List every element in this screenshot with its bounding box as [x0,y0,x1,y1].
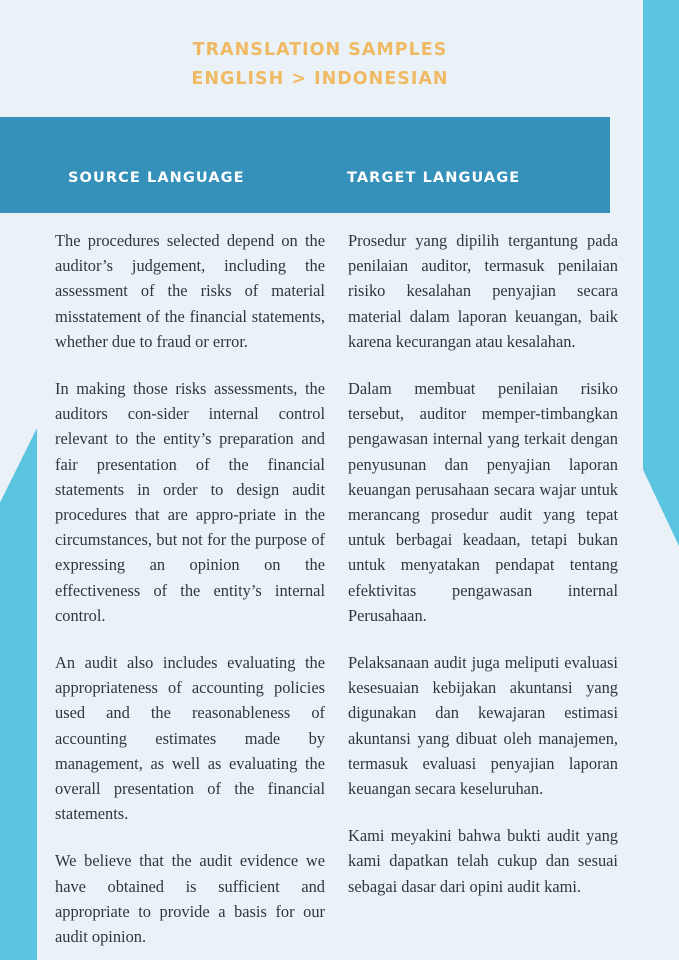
target-paragraph: Pelaksanaan audit juga meliputi evaluasi kesesuaian kebijakan akuntansi yang digunakan dan kewajaran estimasi akuntansi yang dibuat oleh manajemen, termasuk evaluasi penyajian laporan keuangan secara keseluruhan. [348,653,618,799]
source-language-column [55,228,325,949]
target-language-header: TARGET LANGUAGE [347,170,521,186]
target-paragraph: Kami meyakini bahwa bukti audit yang kami dapatkan telah cukup dan sesuai sebagai dasar dari opini audit kami. [348,826,618,896]
page-title-line-1: TRANSLATION SAMPLES [192,40,448,60]
source-paragraph: The procedures selected depend on the auditor’s judgement, including the assessment of the risks of material misstatement of the financial statements, whether due to fraud or error. [55,231,325,351]
column-header-bar [0,117,610,213]
target-language-column [348,228,618,949]
target-paragraph: Dalam membuat penilaian risiko tersebut, auditor memper-timbangkan pengawasan internal yang terkait dengan penyusunan dan penyajian laporan keuangan perusahaan secara wajar untuk merancang prosedur audit yang tepat untuk berbagai keadaan, tetapi bukan untuk menyatakan pendapat tentang efektivitas pengawasan internal Perusahaan. [348,379,618,625]
target-paragraph: Prosedur yang dipilih tergantung pada penilaian auditor, termasuk penilaian risiko kesalahan penyajian secara material dalam laporan keuangan, baik karena kecurangan atau kesalahan. [348,231,618,351]
source-paragraph: In making those risks assessments, the auditors con-sider internal control relevant to the entity’s preparation and fair presentation of the financial statements in order to design audit procedures that are appro-priate in the circumstances, but not for the purpose of expressing an opinion on the effectiveness of the entity’s internal control. [55,379,325,625]
content-columns [0,228,679,949]
source-paragraph: We believe that the audit evidence we have obtained is sufficient and appropriate to provide a basis for our audit opinion. [55,851,325,947]
page-title-line-2: ENGLISH > INDONESIAN [191,69,449,89]
source-paragraph: An audit also includes evaluating the appropriateness of accounting policies used and the reasonableness of accounting estimates made by management, as well as evaluating the overall presentation of the financial statements. [55,653,325,824]
page-title [0,36,640,94]
source-language-header: SOURCE LANGUAGE [68,170,245,186]
